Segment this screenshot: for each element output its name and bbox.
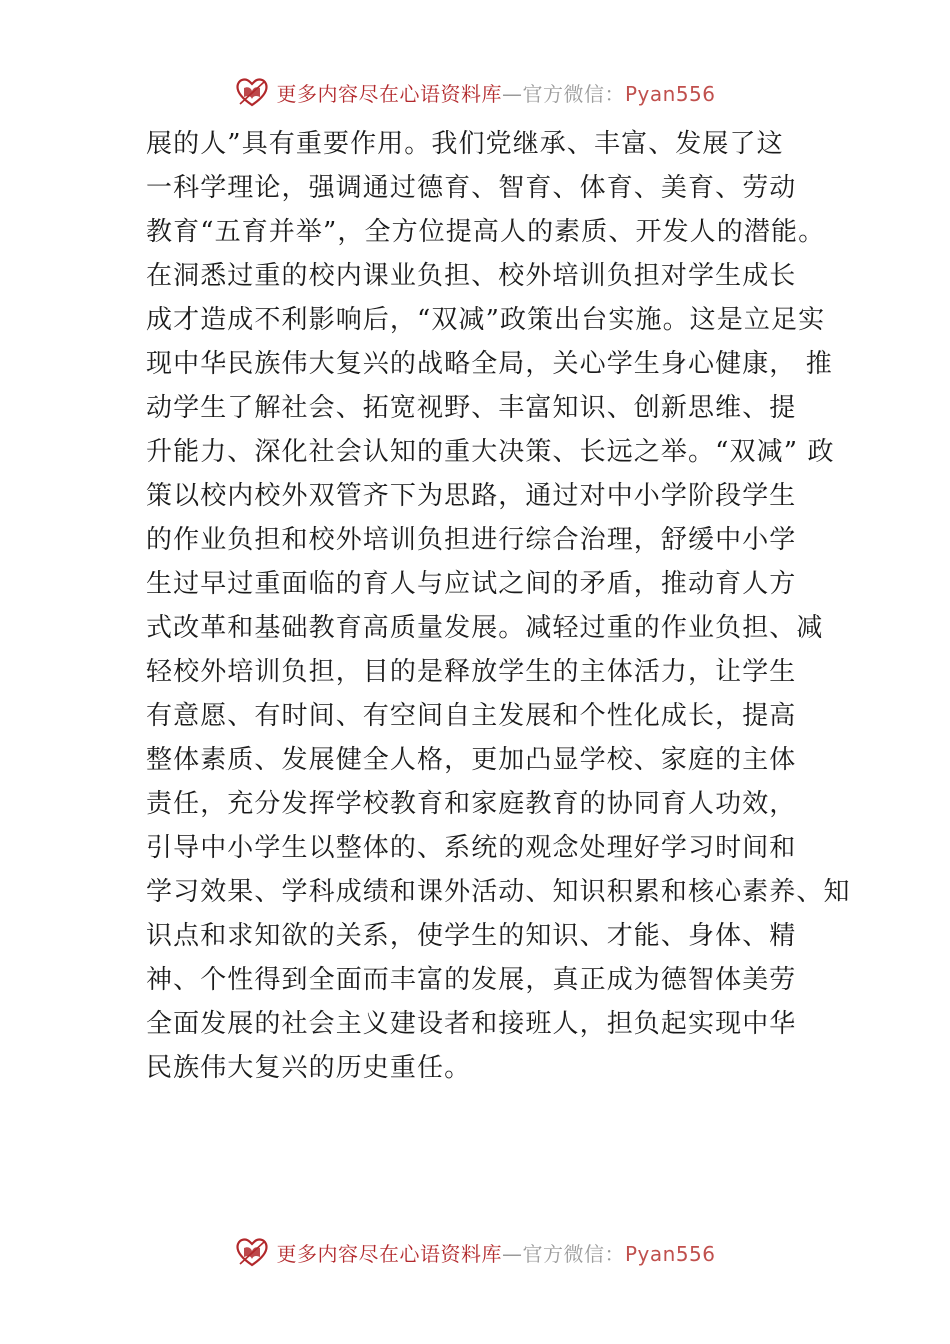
text-line: 神、个性得到全面而丰富的发展，真正成为德智体美劳 [146, 965, 797, 995]
text-line: 学习效果、学科成绩和课外活动、知识积累和核心素养、知 [146, 877, 851, 907]
text-line: 教育“五育并举”，全方位提高人的素质、开发人的潜能。 [146, 217, 826, 247]
watermark-brand: 更多内容尽在心语资料库 [276, 1241, 502, 1266]
watermark-wechat-id: Pyan556 [624, 81, 716, 106]
text-line: 责任，充分发挥学校教育和家庭教育的协同育人功效， [146, 789, 797, 819]
watermark-wechat-label: 官方微信： [522, 1241, 625, 1266]
text-line: 有意愿、有时间、有空间自主发展和个性化成长，提高 [146, 701, 797, 731]
text-line: 轻校外培训负担，目的是释放学生的主体活力，让学生 [146, 657, 797, 687]
text-line: 一科学理论，强调通过德育、智育、体育、美育、劳动 [146, 173, 797, 203]
text-line: 在洞悉过重的校内课业负担、校外培训负担对学生成长 [146, 261, 797, 291]
text-line: 全面发展的社会主义建设者和接班人，担负起实现中华 [146, 1009, 797, 1039]
text-line: 动学生了解社会、拓宽视野、丰富知识、创新思维、提 [146, 393, 797, 423]
watermark-separator: — [501, 1241, 523, 1266]
text-line: 策以校内校外双管齐下为思路，通过对中小学阶段学生 [146, 481, 797, 511]
watermark-wechat-id: Pyan556 [624, 1241, 716, 1266]
text-line: 引导中小学生以整体的、系统的观念处理好学习时间和 [146, 833, 797, 863]
watermark-separator: — [501, 81, 523, 106]
watermark-wechat-label: 官方微信： [522, 81, 625, 106]
text-line: 展的人”具有重要作用。我们党继承、丰富、发展了这 [146, 129, 784, 159]
header-watermark [0, 72, 950, 112]
document-body [146, 122, 851, 1090]
text-line: 民族伟大复兴的历史重任。 [146, 1053, 472, 1083]
heart-book-logo-icon [234, 74, 270, 110]
text-line: 整体素质、发展健全人格，更加凸显学校、家庭的主体 [146, 745, 797, 775]
text-line: 的作业负担和校外培训负担进行综合治理，舒缓中小学 [146, 525, 797, 555]
watermark-brand: 更多内容尽在心语资料库 [276, 81, 502, 106]
text-line: 成才造成不利影响后，“双减”政策出台实施。这是立足实 [146, 305, 826, 335]
text-line: 生过早过重面临的育人与应试之间的矛盾，推动育人方 [146, 569, 797, 599]
heart-book-logo-icon [234, 1234, 270, 1270]
text-line: 升能力、深化社会认知的重大决策、长远之举。“双减” 政 [146, 437, 835, 467]
footer-watermark [0, 1232, 950, 1272]
text-line: 式改革和基础教育高质量发展。减轻过重的作业负担、减 [146, 613, 824, 643]
text-line: 识点和求知欲的关系，使学生的知识、才能、身体、精 [146, 921, 797, 951]
text-line: 现中华民族伟大复兴的战略全局，关心学生身心健康， 推 [146, 349, 833, 379]
watermark-text [276, 78, 715, 107]
watermark-text [276, 1238, 715, 1267]
